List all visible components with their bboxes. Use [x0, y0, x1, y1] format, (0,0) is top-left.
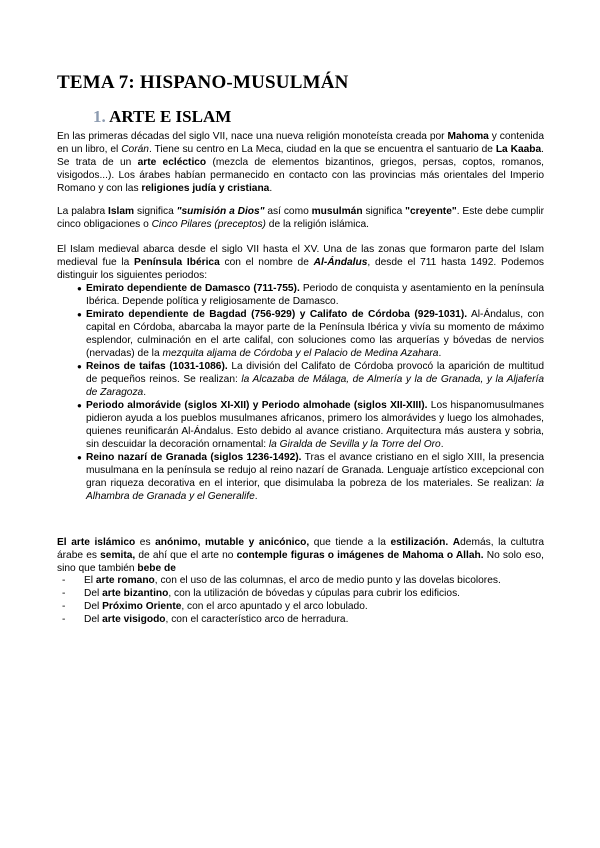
dash-marker: -: [62, 601, 66, 612]
bullet-icon: ●: [77, 453, 82, 462]
periods-list: [57, 282, 544, 503]
list-item: ● Emirato dependiente de Bagdad (756-929) y Califato de Córdoba (929-1031). Al-Ándalus, con capital en Córdoba, abarcaba la mayor parte de la Península Ibérica y vivía su momento de máximo esplendor, culminación en el arte califal, con soluciones como las arquerías y bóvedas de nervios (nervadas) de la mezquita aljama de Córdoba y el Palacio de Medina Azahara.: [77, 309, 544, 359]
influences-list: [57, 574, 544, 626]
bullet-icon: ●: [77, 401, 82, 410]
section-heading: [93, 107, 231, 127]
list-item: - Del arte bizantino, con la utilización de bóvedas y cúpulas para cubrir los edificios.: [62, 588, 460, 599]
section-heading-text: ARTE E ISLAM: [109, 107, 232, 126]
dash-marker: -: [62, 614, 66, 625]
list-item: - Del arte visigodo, con el característico arco de herradura.: [62, 614, 349, 625]
list-item: ● Reino nazarí de Granada (siglos 1236-1492). Tras el avance cristiano en el siglo XIII, la presencia musulmana en la península se redujo al reino nazarí de Granada. Lenguaje artístico excepcional con gran riqueza decorativa en el interior, que disimulaba la pobreza de los materiales. Se realizan: la Alhambra de Granada y el Generalife.: [77, 452, 545, 502]
paragraph-islamic-art: El arte islámico es anónimo, mutable y anicónico, que tiende a la estilización. Además, la cultutra árabe es semita, de ahí que el arte no contemple figuras o imágenes de Mahoma o Allah. No solo eso, sino que también bebe de: [57, 537, 545, 574]
paragraph-al-andalus: El Islam medieval abarca desde el siglo VII hasta el XV. Una de las zonas que formaron parte del Islam medieval fue la Península Ibérica con el nombre de Al-Ándalus, desde el 711 hasta 1492. Podemos distinguir los siguientes periodos:: [57, 244, 544, 281]
list-item: ● Periodo almorávide (siglos XI-XII) y Periodo almohade (siglos XII-XIII). Los hispanomusulmanes pidieron ayuda a los pueblos musulmanes africanos, primero los almorávides y luego los almohades, quienes reunificarán Al-Ándalus. Esto debido al avance cristiano. Arquitectura más austera y sobria, sin descuidar la decoración ornamental: la Giralda de Sevilla y la Torre del Oro.: [77, 400, 544, 450]
bullet-icon: ●: [77, 284, 82, 293]
paragraph-islam-definition: La palabra Islam significa "sumisión a Dios" así como musulmán significa "creyente". Este debe cumplir cinco obligaciones o Cinco Pilares (preceptos) de la religión islámica.: [57, 206, 545, 230]
page-title: TEMA 7: HISPANO-MUSULMÁN: [57, 72, 349, 93]
paragraph-intro: En las primeras décadas del siglo VII, nace una nueva religión monoteísta creada por Mahoma y contenida en un libro, el Corán. Tiene su centro en La Meca, ciudad en la que se encuentra el santuario de La Kaaba. Se trata de un arte ecléctico (mezcla de elementos bizantinos, griegos, persas, coptos, romanos, visigodos...). Los árabes habían permanecido en contacto con las provincias más orientales del Imperio Romano y con las religiones judía y cristiana.: [57, 131, 545, 194]
list-item: ● Emirato dependiente de Damasco (711-755). Periodo de conquista y asentamiento en la península Ibérica. Depende política y religiosamente de Damasco.: [77, 283, 544, 307]
bullet-icon: ●: [77, 362, 82, 371]
section-number: 1.: [93, 107, 106, 126]
list-item: - El arte romano, con el uso de las columnas, el arco de medio punto y las dovelas bicolores.: [62, 575, 501, 586]
bullet-icon: ●: [77, 310, 82, 319]
dash-marker: -: [62, 575, 66, 586]
list-item: ● Reinos de taifas (1031-1086). La división del Califato de Córdoba provocó la aparición de multitud de pequeños reinos. Se realizan: la Alcazaba de Málaga, de Almería y la de Granada, y la Aljafería de Zaragoza.: [77, 361, 544, 398]
dash-marker: -: [62, 588, 66, 599]
list-item: - Del Próximo Oriente, con el arco apuntado y el arco lobulado.: [62, 601, 368, 612]
